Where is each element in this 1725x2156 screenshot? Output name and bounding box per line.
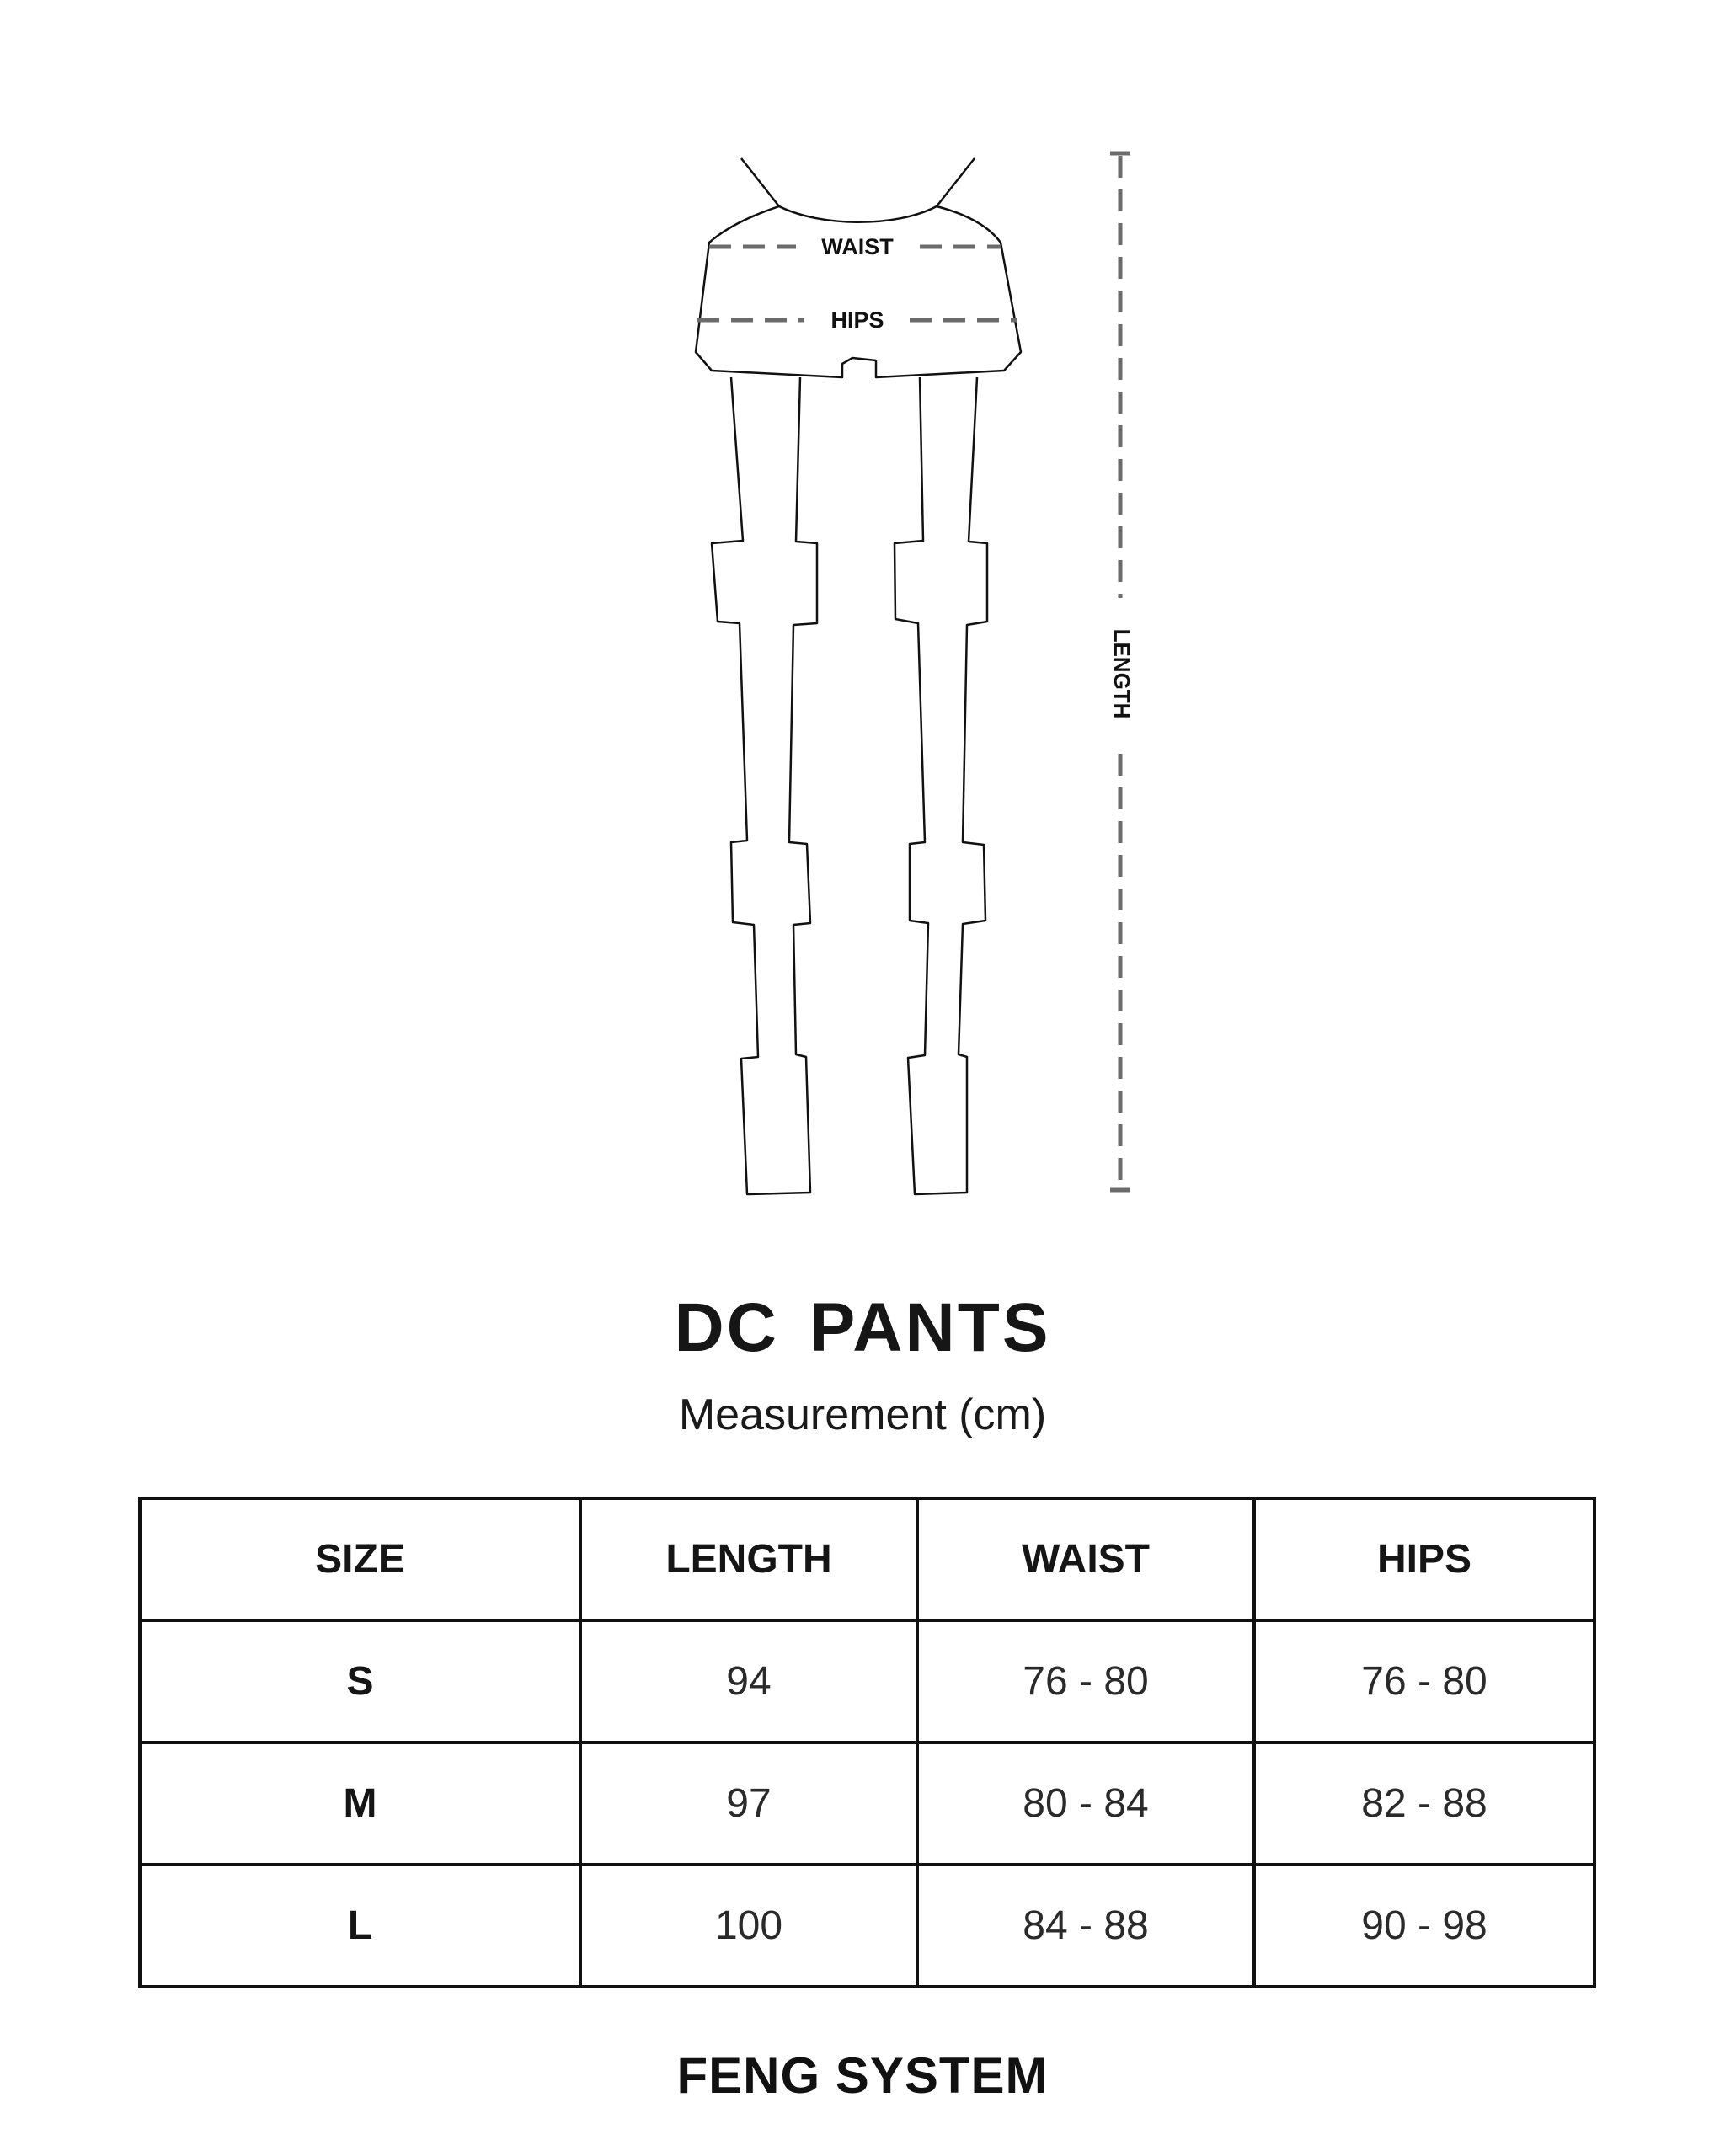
measurement-guides <box>697 156 1120 1189</box>
length-cell: 100 <box>580 1865 917 1987</box>
hips-label: HIPS <box>830 307 884 334</box>
length-cell: 94 <box>580 1620 917 1742</box>
length-cell: 97 <box>580 1742 917 1865</box>
size-chart-table <box>138 1497 1596 1988</box>
size-cell: L <box>140 1865 580 1987</box>
right-leg-outline <box>895 377 987 1194</box>
length-label: LENGTH <box>1109 628 1135 719</box>
brand-name: FENG SYSTEM <box>676 2047 1049 2104</box>
measurement-unit-caption: Measurement (cm) <box>678 1390 1047 1439</box>
table-header-row <box>140 1498 1594 1620</box>
right-strap <box>937 158 975 206</box>
product-title: DC PANTS <box>674 1289 1051 1366</box>
waist-cell: 84 - 88 <box>917 1865 1254 1987</box>
left-leg-outline <box>712 377 817 1194</box>
hips-cell: 82 - 88 <box>1254 1742 1594 1865</box>
table-row <box>140 1742 1594 1865</box>
shorts-outline <box>696 206 1021 377</box>
hips-cell: 90 - 98 <box>1254 1865 1594 1987</box>
size-cell: S <box>140 1620 580 1742</box>
waist-label: WAIST <box>821 234 894 260</box>
header-size: SIZE <box>140 1498 580 1620</box>
table-row <box>140 1620 1594 1742</box>
left-strap <box>741 158 779 206</box>
header-waist: WAIST <box>917 1498 1254 1620</box>
waist-cell: 76 - 80 <box>917 1620 1254 1742</box>
size-cell: M <box>140 1742 580 1865</box>
hips-cell: 76 - 80 <box>1254 1620 1594 1742</box>
waist-cell: 80 - 84 <box>917 1742 1254 1865</box>
header-length: LENGTH <box>580 1498 917 1620</box>
table-row <box>140 1865 1594 1987</box>
header-hips: HIPS <box>1254 1498 1594 1620</box>
